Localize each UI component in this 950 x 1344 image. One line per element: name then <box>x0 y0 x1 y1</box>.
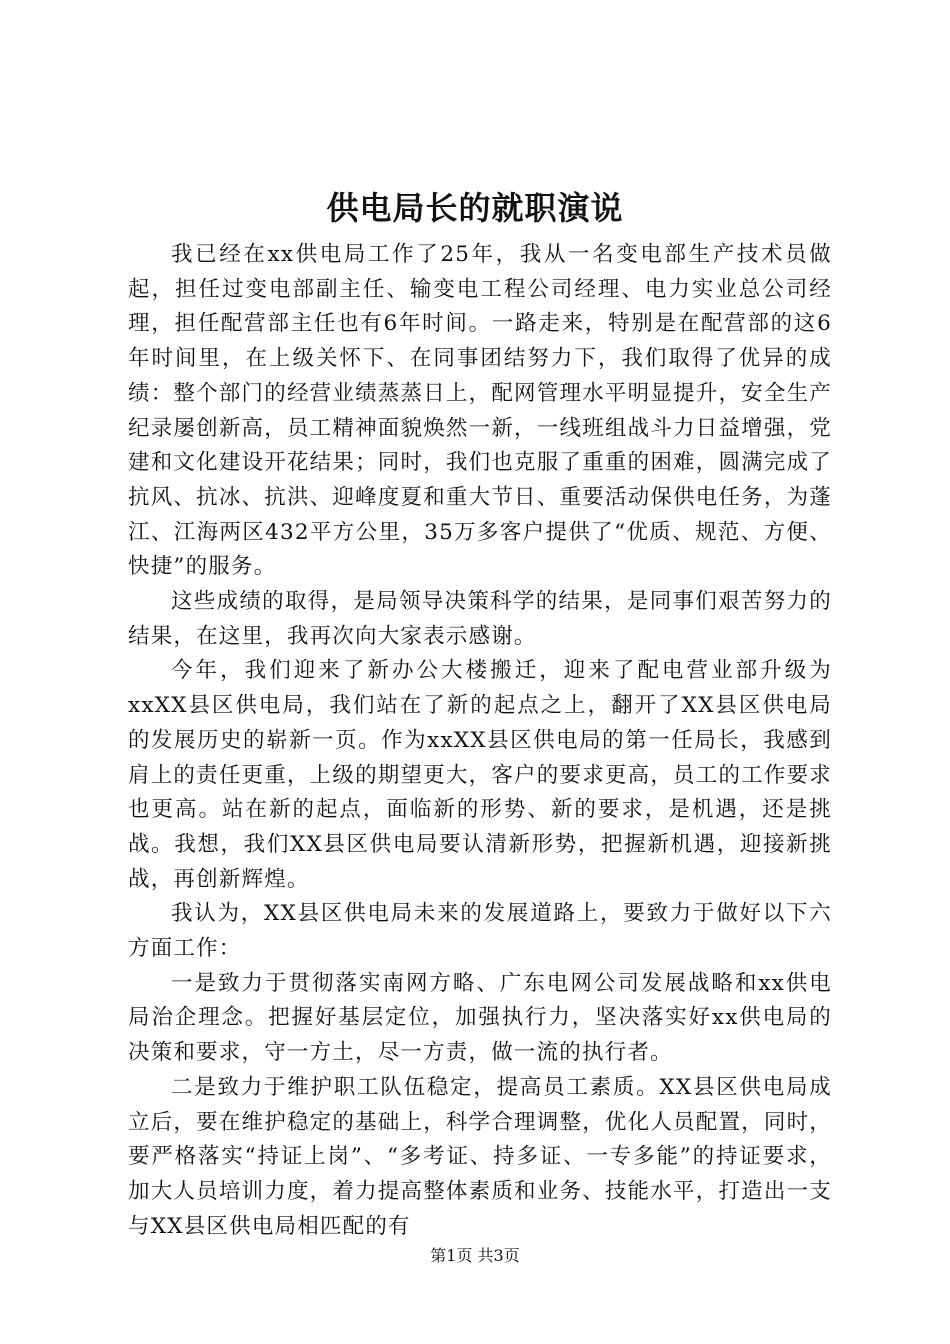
paragraph: 二是致力于维护职工队伍稳定，提高员工素质。XX县区供电局成立后，要在维护稳定的基础上，科学合理调整，优化人员配置，同时，要严格落实“持证上岗”、“多考证、持多证、一专多能”的持证要求，加大人员培训力度，着力提高整体素质和业务、技能水平，打造出一支与XX县区供电局相匹配的有 <box>128 1074 832 1239</box>
document-body <box>128 238 832 1244</box>
paragraph: 我认为，XX县区供电局未来的发展道路上，要致力于做好以下六方面工作： <box>128 901 832 962</box>
page-footer: 第1页 共3页 <box>430 1246 520 1265</box>
paragraph: 今年，我们迎来了新办公大楼搬迁，迎来了配电营业部升级为xxXX县区供电局，我们站在了新的起点之上，翻开了XX县区供电局的发展历史的崭新一页。作为xxXX县区供电局的第一任局长，我感到肩上的责任更重，上级的期望更大，客户的要求更高，员工的工作要求也更高。站在新的起点，面临新的形势、新的要求，是机遇，还是挑战。我想，我们XX县区供电局要认清新形势，把握新机遇，迎接新挑战，再创新辉煌。 <box>128 658 832 892</box>
paragraph: 这些成绩的取得，是局领导决策科学的结果，是同事们艰苦努力的结果，在这里，我再次向大家表示感谢。 <box>128 589 832 649</box>
paragraph: 一是致力于贯彻落实南网方略、广东电网公司发展战略和xx供电局治企理念。把握好基层定位，加强执行力，坚决落实好xx供电局的决策和要求，守一方土，尽一方责，做一流的执行者。 <box>128 970 832 1066</box>
document-title: 供电局长的就职演说 <box>326 189 624 227</box>
paragraph: 我已经在xx供电局工作了25年，我从一名变电部生产技术员做起，担任过变电部副主任、输变电工程公司经理、电力实业总公司经理，担任配营部主任也有6年时间。一路走来，特别是在配营部的这6年时间里，在上级关怀下、在同事团结努力下，我们取得了优异的成绩：整个部门的经营业绩蒸蒸日上，配网管理水平明显提升，安全生产纪录屡创新高，员工精神面貌焕然一新，一线班组战斗力日益增强，党建和文化建设开花结果；同时，我们也克服了重重的困难，圆满完成了抗风、抗冰、抗洪、迎峰度夏和重大节日、重要活动保供电任务，为蓬江、江海两区432平方公里，35万多客户提供了“优质、规范、方便、快捷”的服务。 <box>128 242 832 580</box>
